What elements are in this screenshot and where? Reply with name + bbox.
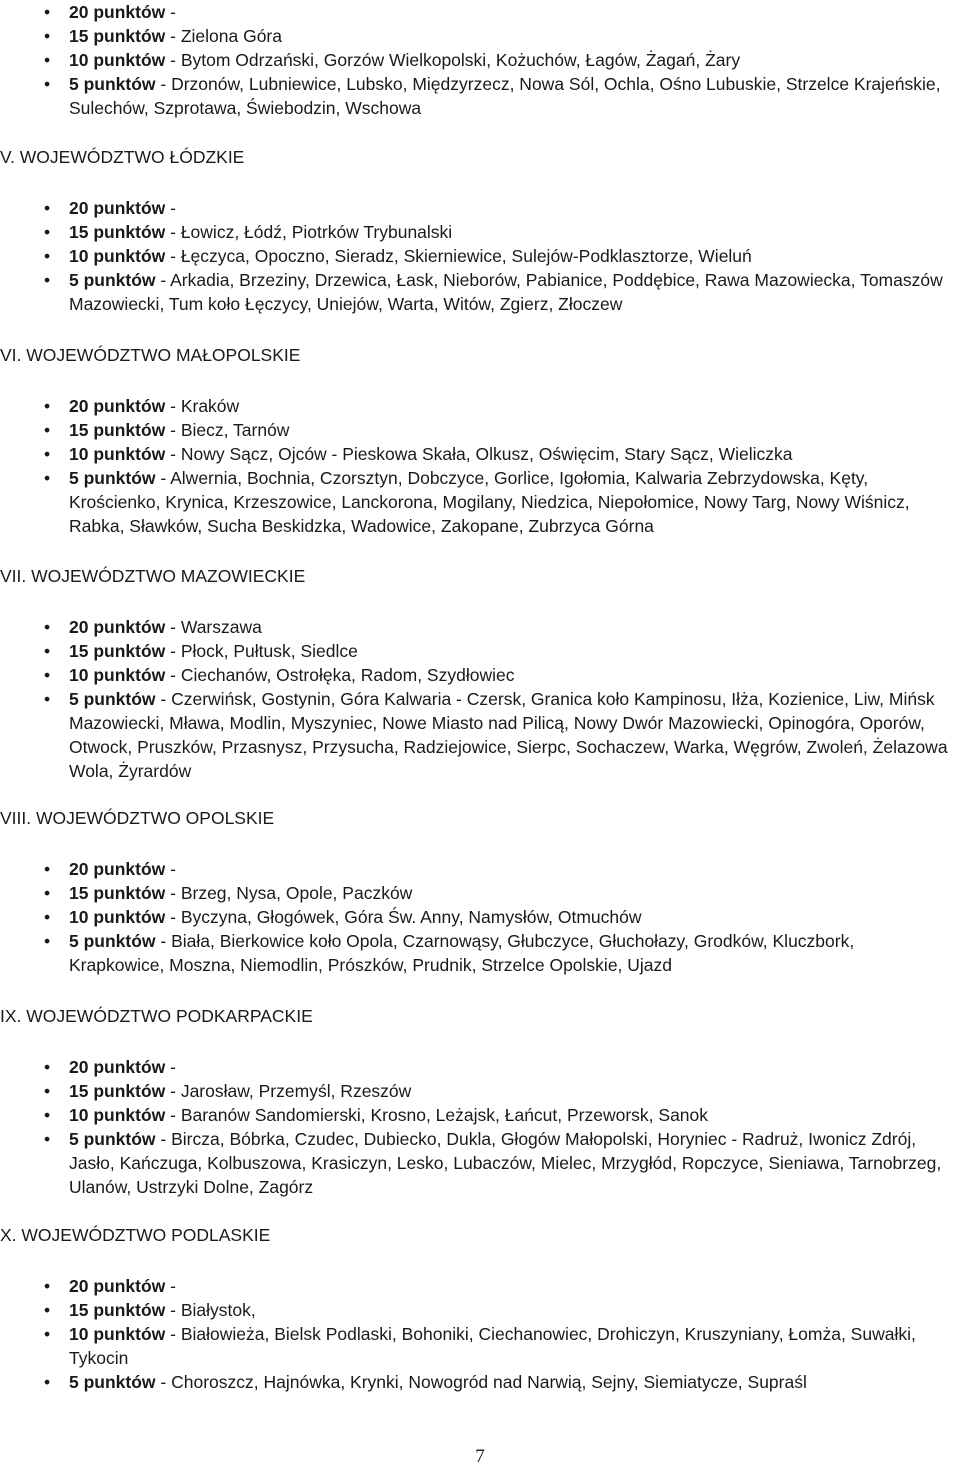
points-label: 10 punktów bbox=[69, 444, 166, 464]
places-text: Biała, Bierkowice koło Opola, Czarnowąsy, Głubczyce, Głuchołazy, Grodków, Kluczbork, Krapkowice, Moszna, Niemodlin, Prószków, Prudnik, Strzelce Opolskie, Ujazd bbox=[69, 931, 855, 975]
bullet-icon: • bbox=[44, 641, 51, 661]
points-label: 20 punktów bbox=[69, 617, 166, 637]
bullet-icon: • bbox=[44, 246, 51, 266]
points-label: 20 punktów bbox=[69, 1057, 166, 1077]
places-text: Alwernia, Bochnia, Czorsztyn, Dobczyce, Gorlice, Igołomia, Kalwaria Zebrzydowska, Kęty, Krościenko, Krynica, Krzeszowice, Lanckorona, Mogilany, Niedzica, Niepołomice, Nowy Targ, Nowy Wiśnicz, Rabka, Sławków, Sucha Beskidzka, Wadowice, Zakopane, Zubrzyca Górna bbox=[69, 468, 910, 536]
bullet-icon: • bbox=[44, 1372, 51, 1392]
bullet-icon: • bbox=[44, 1276, 51, 1296]
places-text: Byczyna, Głogówek, Góra Św. Anny, Namysłów, Otmuchów bbox=[180, 907, 642, 927]
points-label: 20 punktów bbox=[69, 198, 166, 218]
points-label: 10 punktów bbox=[69, 246, 166, 266]
bullet-icon: • bbox=[44, 444, 51, 464]
bullet-icon: • bbox=[44, 222, 51, 242]
places-text: Jarosław, Przemyśl, Rzeszów bbox=[180, 1081, 412, 1101]
bullet-icon: • bbox=[44, 1105, 51, 1125]
points-label: 20 punktów bbox=[69, 1276, 166, 1296]
section-heading: IX. WOJEWÓDZTWO PODKARPACKIE bbox=[0, 1006, 313, 1026]
places-text: Drzonów, Lubniewice, Lubsko, Międzyrzecz, Nowa Sól, Ochla, Ośno Lubuskie, Strzelce Krajeńskie, Sulechów, Szprotawa, Świebodzin, Wschowa bbox=[69, 74, 941, 118]
points-label: 5 punktów bbox=[69, 931, 156, 951]
bullet-icon: • bbox=[44, 883, 51, 903]
places-text: Bytom Odrzański, Gorzów Wielkopolski, Kożuchów, Łagów, Żagań, Żary bbox=[180, 50, 741, 70]
points-label: 5 punktów bbox=[69, 270, 156, 290]
list-item: • 10 punktów - Baranów Sandomierski, Krosno, Leżajsk, Łańcut, Przeworsk, Sanok bbox=[44, 1105, 709, 1125]
places-text: Kraków bbox=[180, 396, 240, 416]
points-list bbox=[0, 857, 960, 977]
bullet-icon: • bbox=[44, 1324, 51, 1344]
list-item: • 20 punktów - bbox=[44, 198, 176, 218]
bullet-icon: • bbox=[44, 396, 51, 416]
points-label: 5 punktów bbox=[69, 689, 156, 709]
list-item: • 15 punktów - Zielona Góra bbox=[44, 26, 282, 46]
points-label: 10 punktów bbox=[69, 1324, 166, 1344]
points-label: 10 punktów bbox=[69, 665, 166, 685]
places-text: Płock, Pułtusk, Siedlce bbox=[180, 641, 358, 661]
points-label: 15 punktów bbox=[69, 883, 166, 903]
points-label: 15 punktów bbox=[69, 222, 166, 242]
bullet-icon: • bbox=[44, 665, 51, 685]
list-item: • 5 punktów - Biała, Bierkowice koło Opola, Czarnowąsy, Głubczyce, Głuchołazy, Grodków, Kluczbork, Krapkowice, Moszna, Niemodlin, Prószków, Prudnik, Strzelce Opolskie, Ujazd bbox=[44, 931, 855, 975]
list-item: • 10 punktów - Bytom Odrzański, Gorzów Wielkopolski, Kożuchów, Łagów, Żagań, Żary bbox=[44, 50, 741, 70]
list-item: • 10 punktów - Ciechanów, Ostrołęka, Radom, Szydłowiec bbox=[44, 665, 515, 685]
list-item: • 10 punktów - Byczyna, Głogówek, Góra Św. Anny, Namysłów, Otmuchów bbox=[44, 907, 642, 927]
list-item: • 15 punktów - Łowicz, Łódź, Piotrków Trybunalski bbox=[44, 222, 453, 242]
list-item: • 20 punktów - bbox=[44, 859, 176, 879]
points-label: 15 punktów bbox=[69, 26, 166, 46]
places-text: Białystok, bbox=[180, 1300, 256, 1320]
points-label: 15 punktów bbox=[69, 420, 166, 440]
bullet-icon: • bbox=[44, 1129, 51, 1149]
section-heading: V. WOJEWÓDZTWO ŁÓDZKIE bbox=[0, 147, 245, 167]
points-list bbox=[0, 1055, 960, 1199]
points-label: 15 punktów bbox=[69, 1300, 166, 1320]
bullet-icon: • bbox=[44, 270, 51, 290]
points-label: 5 punktów bbox=[69, 468, 156, 488]
bullet-icon: • bbox=[44, 907, 51, 927]
points-list bbox=[0, 1274, 960, 1394]
places-text: Brzeg, Nysa, Opole, Paczków bbox=[180, 883, 413, 903]
list-item: • 5 punktów - Choroszcz, Hajnówka, Krynki, Nowogród nad Narwią, Sejny, Siemiatycze, Supraśl bbox=[44, 1372, 807, 1392]
bullet-icon: • bbox=[44, 198, 51, 218]
list-item: • 5 punktów - Arkadia, Brzeziny, Drzewica, Łask, Nieborów, Pabianice, Poddębice, Rawa Mazowiecka, Tomaszów Mazowiecki, Tum koło Łęczycy, Uniejów, Warta, Witów, Zgierz, Złoczew bbox=[44, 270, 943, 314]
points-list bbox=[0, 0, 960, 120]
section-heading: VI. WOJEWÓDZTWO MAŁOPOLSKIE bbox=[0, 345, 301, 365]
list-item: • 15 punktów - Jarosław, Przemyśl, Rzeszów bbox=[44, 1081, 412, 1101]
places-text: Łowicz, Łódź, Piotrków Trybunalski bbox=[180, 222, 453, 242]
page-number: 7 bbox=[475, 1446, 485, 1467]
bullet-icon: • bbox=[44, 420, 51, 440]
points-label: 10 punktów bbox=[69, 50, 166, 70]
points-list bbox=[0, 196, 960, 316]
bullet-icon: • bbox=[44, 1057, 51, 1077]
points-label: 5 punktów bbox=[69, 1372, 156, 1392]
places-text: Czerwińsk, Gostynin, Góra Kalwaria - Czersk, Granica koło Kampinosu, Iłża, Kozienice, Liw, Mińsk Mazowiecki, Mława, Modlin, Myszyniec, Nowe Miasto nad Pilicą, Nowy Dwór Mazowiecki, Opinogóra, Oporów, Otwock, Pruszków, Przasnysz, Przysucha, Radziejowice, Sierpc, Sochaczew, Warka, Węgrów, Zwoleń, Żelazowa Wola, Żyrardów bbox=[69, 689, 948, 781]
places-text: Nowy Sącz, Ojców - Pieskowa Skała, Olkusz, Oświęcim, Stary Sącz, Wieliczka bbox=[180, 444, 793, 464]
places-text: Ciechanów, Ostrołęka, Radom, Szydłowiec bbox=[180, 665, 515, 685]
places-text: Bircza, Bóbrka, Czudec, Dubiecko, Dukla, Głogów Małopolski, Horyniec - Radruż, Iwonicz Zdrój, Jasło, Kańczuga, Kolbuszowa, Krasiczyn, Lesko, Lubaczów, Mielec, Mrzygłód, Ropczyce, Sieniawa, Tarnobrzeg, Ulanów, Ustrzyki Dolne, Zagórz bbox=[69, 1129, 942, 1197]
list-item: • 20 punktów - bbox=[44, 1276, 176, 1296]
places-text: Arkadia, Brzeziny, Drzewica, Łask, Nieborów, Pabianice, Poddębice, Rawa Mazowiecka, Tomaszów Mazowiecki, Tum koło Łęczycy, Uniejów, Warta, Witów, Zgierz, Złoczew bbox=[69, 270, 943, 314]
bullet-icon: • bbox=[44, 931, 51, 951]
bullet-icon: • bbox=[44, 50, 51, 70]
bullet-icon: • bbox=[44, 2, 51, 22]
list-item: • 15 punktów - Białystok, bbox=[44, 1300, 256, 1320]
list-item: • 20 punktów - Kraków bbox=[44, 396, 240, 416]
points-label: 20 punktów bbox=[69, 396, 166, 416]
points-list bbox=[0, 615, 960, 783]
section-heading: X. WOJEWÓDZTWO PODLASKIE bbox=[0, 1225, 271, 1245]
points-list bbox=[0, 394, 960, 538]
bullet-icon: • bbox=[44, 617, 51, 637]
points-label: 10 punktów bbox=[69, 907, 166, 927]
places-text: Biecz, Tarnów bbox=[180, 420, 290, 440]
places-text: Choroszcz, Hajnówka, Krynki, Nowogród nad Narwią, Sejny, Siemiatycze, Supraśl bbox=[171, 1372, 807, 1392]
points-label: 15 punktów bbox=[69, 1081, 166, 1101]
bullet-icon: • bbox=[44, 1081, 51, 1101]
list-item: • 5 punktów - Bircza, Bóbrka, Czudec, Dubiecko, Dukla, Głogów Małopolski, Horyniec - Radruż, Iwonicz Zdrój, Jasło, Kańczuga, Kolbuszowa, Krasiczyn, Lesko, Lubaczów, Mielec, Mrzygłód, Ropczyce, Sieniawa, Tarnobrzeg, Ulanów, Ustrzyki Dolne, Zagórz bbox=[44, 1129, 942, 1197]
list-item: • 20 punktów - bbox=[44, 2, 176, 22]
places-text: Białowieża, Bielsk Podlaski, Bohoniki, Ciechanowiec, Drohiczyn, Kruszyniany, Łomża, Suwałki, Tykocin bbox=[69, 1324, 916, 1368]
places-text: Baranów Sandomierski, Krosno, Leżajsk, Łańcut, Przeworsk, Sanok bbox=[180, 1105, 709, 1125]
list-item: • 15 punktów - Płock, Pułtusk, Siedlce bbox=[44, 641, 358, 661]
bullet-icon: • bbox=[44, 26, 51, 46]
list-item: • 20 punktów - bbox=[44, 1057, 176, 1077]
points-label: 20 punktów bbox=[69, 859, 166, 879]
points-label: 5 punktów bbox=[69, 1129, 156, 1149]
bullet-icon: • bbox=[44, 74, 51, 94]
bullet-icon: • bbox=[44, 468, 51, 488]
places-text: Warszawa bbox=[180, 617, 262, 637]
places-text: Łęczyca, Opoczno, Sieradz, Skierniewice, Sulejów-Podklasztorze, Wieluń bbox=[180, 246, 752, 266]
list-item: • 10 punktów - Białowieża, Bielsk Podlaski, Bohoniki, Ciechanowiec, Drohiczyn, Kruszyniany, Łomża, Suwałki, Tykocin bbox=[44, 1324, 916, 1368]
points-label: 10 punktów bbox=[69, 1105, 166, 1125]
points-label: 5 punktów bbox=[69, 74, 156, 94]
list-item: • 10 punktów - Nowy Sącz, Ojców - Pieskowa Skała, Olkusz, Oświęcim, Stary Sącz, Wieliczka bbox=[44, 444, 793, 464]
section-heading: VII. WOJEWÓDZTWO MAZOWIECKIE bbox=[0, 566, 306, 586]
list-item: • 10 punktów - Łęczyca, Opoczno, Sieradz, Skierniewice, Sulejów-Podklasztorze, Wieluń bbox=[44, 246, 752, 266]
list-item: • 5 punktów - Drzonów, Lubniewice, Lubsko, Międzyrzecz, Nowa Sól, Ochla, Ośno Lubuskie, Strzelce Krajeńskie, Sulechów, Szprotawa, Świebodzin, Wschowa bbox=[44, 74, 941, 118]
places-text: Zielona Góra bbox=[180, 26, 282, 46]
list-item: • 15 punktów - Brzeg, Nysa, Opole, Paczków bbox=[44, 883, 413, 903]
section-heading: VIII. WOJEWÓDZTWO OPOLSKIE bbox=[0, 808, 275, 828]
points-label: 15 punktów bbox=[69, 641, 166, 661]
list-item: • 5 punktów - Alwernia, Bochnia, Czorsztyn, Dobczyce, Gorlice, Igołomia, Kalwaria Zebrzydowska, Kęty, Krościenko, Krynica, Krzeszowice, Lanckorona, Mogilany, Niedzica, Niepołomice, Nowy Targ, Nowy Wiśnicz, Rabka, Sławków, Sucha Beskidzka, Wadowice, Zakopane, Zubrzyca Górna bbox=[44, 468, 910, 536]
bullet-icon: • bbox=[44, 1300, 51, 1320]
list-item: • 20 punktów - Warszawa bbox=[44, 617, 262, 637]
points-label: 20 punktów bbox=[69, 2, 166, 22]
bullet-icon: • bbox=[44, 689, 51, 709]
list-item: • 5 punktów - Czerwińsk, Gostynin, Góra Kalwaria - Czersk, Granica koło Kampinosu, Iłża, Kozienice, Liw, Mińsk Mazowiecki, Mława, Modlin, Myszyniec, Nowe Miasto nad Pilicą, Nowy Dwór Mazowiecki, Opinogóra, Oporów, Otwock, Pruszków, Przasnysz, Przysucha, Radziejowice, Sierpc, Sochaczew, Warka, Węgrów, Zwoleń, Żelazowa Wola, Żyrardów bbox=[44, 689, 948, 781]
bullet-icon: • bbox=[44, 859, 51, 879]
list-item: • 15 punktów - Biecz, Tarnów bbox=[44, 420, 290, 440]
